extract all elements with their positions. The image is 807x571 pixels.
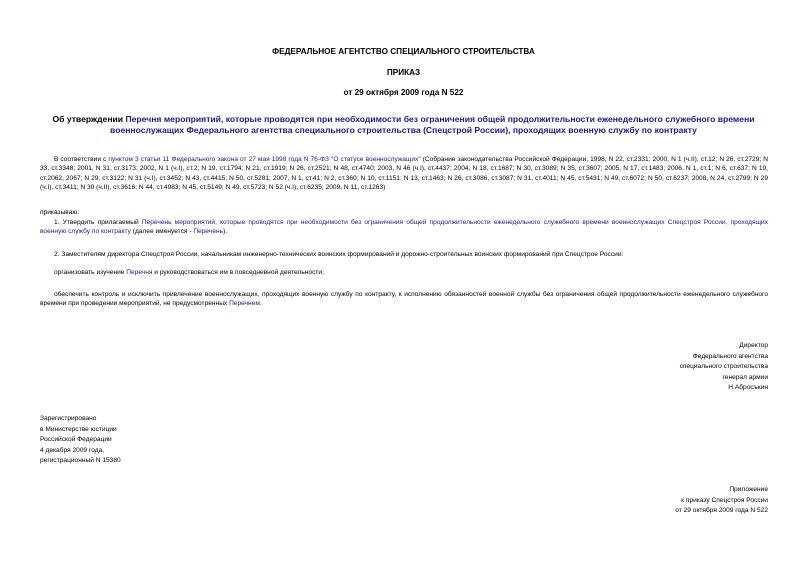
doc-heading — [30, 114, 777, 135]
paragraph-order: приказываю: — [40, 209, 80, 216]
doc-type: ПРИКАЗ — [386, 68, 421, 77]
study-prefix: организовать изучение — [54, 269, 127, 276]
basis-prefix: В соответствии с — [54, 156, 109, 163]
registration-line: 4 декабря 2009 года, — [40, 446, 105, 454]
registration-line: Зарегистрировано — [40, 415, 97, 422]
list-link-2[interactable]: Перечня — [126, 269, 153, 276]
paragraph-item-2: 2. Заместителям директора Спецстроя России, начальникам инженерно-технических воинских формирований и дорожно-строительных воинских формирований при Спецстрое России: — [54, 251, 624, 258]
list-short-link[interactable]: Перечень — [193, 228, 224, 236]
registration-block — [40, 414, 121, 467]
study-rest: и руководствоваться им в повседневной деятельности; — [152, 269, 324, 276]
doc-date-number: от 29 октября 2009 года N 522 — [343, 88, 464, 97]
registration-line: Российской Федерации — [40, 436, 112, 444]
list-link[interactable]: Перечень мероприятий, которые проводятся при необходимости без ограничения общей продолжительности еженедельного служебного времени военнослужащих Спецстроя России, проходящих военную службу по контракту — [40, 219, 768, 236]
item1-mid: (далее именуется - — [130, 228, 194, 236]
paragraph-control — [40, 290, 768, 309]
control-end: . — [259, 300, 262, 308]
item1-end: ). — [223, 228, 228, 236]
basis-rest: (Собрание законодательства Российской Федерации, 1998, N 22, ст.2331; 2000, N 1 (ч.II), ст.12; N 26, ст.2729; N 33, ст.3348; 2001, N 31, ст.3173; 2002, N 1 (ч.I), ст.2; N 19, ст.1794; N 21, ст.1919; N 26, ст.2521; N 48, ст.4740; 2003, N 46 (ч.I), ст.4437; 2004, N 18, ст.1687; N 30, ст.3089; N 35, ст.3607; 2005, N 17, ст.1483; 2006, N 1, ст.1; N 6, ст.637; N 19, ст.2062, 2067; N 29, ст.3122; N 31 (ч.I), ст.3452; N 43, ст.4415; N 50, ст.5281; 2007, N 1, ст.41; N 2, ст.360; N 10, ст.1151; N 13, ст.1463; N 26, ст.3086, ст.3087; N 31, ст.4011; N 45, ст.5431; N 49, ст.6072; N 50, ст.6237; 2008, N 24, ст.2799; N 29 (ч.I), ст.3411; N 30 (ч.II), ст.3616; N 44, ст.4983; N 45, ст.5149; N 49, ст.5723; N 52 (ч.I), ст.6235; 2009, N 11, ст.1263) — [40, 156, 768, 192]
registration-line: регистрационный N 15380 — [40, 457, 121, 465]
signature-block — [680, 341, 768, 394]
law-link[interactable]: пунктом 3 статьи 11 Федерального закона от 27 мая 1998 года N 76-ФЗ "О статусе военнослужащих" — [108, 156, 421, 163]
heading-prefix: Об утверждении — [52, 114, 126, 124]
appendix-line: от 29 октября 2009 года N 522 — [675, 507, 768, 515]
list-link-3[interactable]: Перечнем — [229, 300, 260, 308]
appendix-block — [675, 485, 768, 517]
signature-line: генерал армии — [722, 373, 768, 381]
control-prefix: обеспечить контроль и исключить привлечение военнослужащих, проходящих военную службу по контракту, к исполнению обязанностей военной службы без ограничения общей продолжительности еженедельного служебного времени при проведении мероприятий, не предусмотренных — [40, 291, 768, 308]
appendix-line: к приказу Спецстроя России — [681, 496, 768, 504]
appendix-line: Приложение — [729, 486, 768, 493]
heading-link[interactable]: Перечня мероприятий, которые проводятся при необходимости без ограничения общей продолжительности еженедельного служебного времени военнослужащих Федерального агентства специального строительства (Спецстрой России), проходящих военную службу по контракту — [110, 114, 755, 135]
signature-line: Н.Абросъкин — [728, 384, 768, 392]
paragraph-basis — [40, 155, 768, 192]
signature-line: Директор — [739, 342, 768, 349]
agency-title: ФЕДЕРАЛЬНОЕ АГЕНТСТВО СПЕЦИАЛЬНОГО СТРОИТЕЛЬСТВА — [272, 47, 535, 56]
signature-line: Федерального агентства — [692, 352, 768, 360]
signature-line: специального строительства — [679, 363, 768, 371]
paragraph-item-1 — [40, 218, 768, 237]
paragraph-study — [40, 268, 768, 277]
registration-line: в Министерстве юстиции — [40, 425, 117, 433]
item1-prefix: 1. Утвердить прилагаемый — [54, 219, 142, 226]
